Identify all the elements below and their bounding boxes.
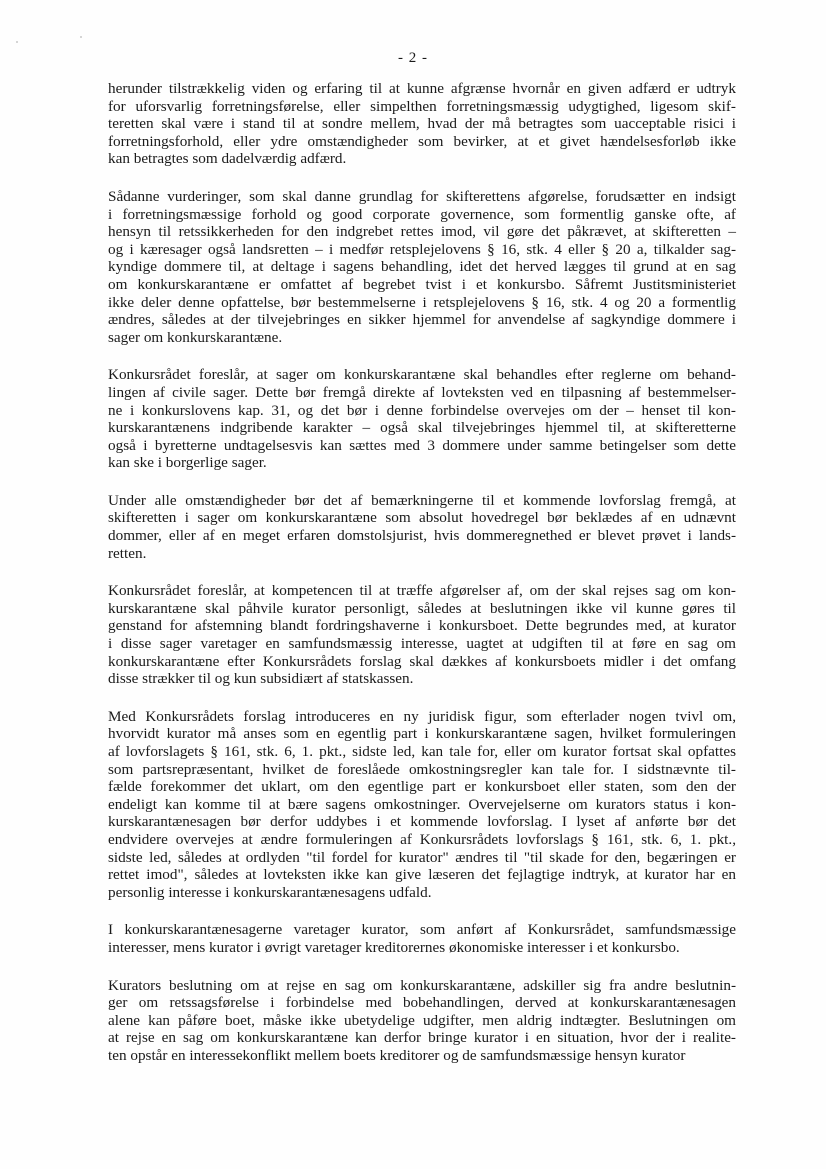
text-line: disse strækker til og kun subsidiært af statskassen. xyxy=(108,670,414,688)
text-line: endeligt kan komme til at bære sagens omkostninger. Overvejelserne om kurators status i kon- xyxy=(108,795,736,813)
paragraph xyxy=(108,366,736,472)
text-line: hensyn til retssikkerheden for den indgrebet rettes imod, vil gøre det påkrævet, at skifteretten – xyxy=(108,223,736,241)
text-line: Konkursrådet foreslår, at kompetencen til at træffe afgørelser af, om der skal rejses sag om kon- xyxy=(108,582,736,600)
paragraph xyxy=(108,492,736,562)
text-line: hvorvidt kurator må anses som en egentlig part i konkurskarantæne sagen, hvilket formuleringen xyxy=(108,725,736,743)
text-line: I konkurskarantænesagerne varetager kurator, som anført af Konkursrådet, samfundsmæssige xyxy=(108,921,736,939)
paragraph xyxy=(108,188,736,346)
text-line: alene kan påføre boet, måske ikke ubetydelige udgifter, men aldrig indtægter. Beslutningen om xyxy=(108,1011,736,1029)
text-line: lingen af civile sager. Dette bør fremgå direkte af lovteksten ved en tilpasning af bestemmelser- xyxy=(108,383,736,401)
text-line: Konkursrådet foreslår, at sager om konkurskarantæne skal behandles efter reglerne om behand- xyxy=(108,366,736,384)
text-line: og i kæresager også landsretten – i medfør retsplejelovens § 16, stk. 4 eller § 20 a, tilkalder sag- xyxy=(108,240,736,258)
text-line: Sådanne vurderinger, som skal danne grundlag for skifterettens afgørelse, forudsætter en indsigt xyxy=(108,187,736,205)
text-line: ten opstår en interessekonflikt mellem boets kreditorer og de samfundsmæssige hensyn kurator xyxy=(108,1046,686,1064)
document-body xyxy=(108,80,736,1085)
text-line: som partsrepræsentant, hvilket de foreslåede omkostningsregler kan tale for. I sidstnævnte til- xyxy=(108,760,736,778)
text-line: ger om retssagsførelse i forbindelse med bobehandlingen, derved at konkurskarantænesagen xyxy=(108,994,736,1012)
text-line: rettet imod", således at lovteksten ikke kan give læseren det fejlagtige indtryk, at kurator har en xyxy=(108,866,736,884)
text-line: i forretningsmæssige forhold og good corporate governence, som formentlig ganske ofte, af xyxy=(108,205,736,223)
scan-speck xyxy=(80,36,82,38)
text-line: kan betragtes som dadelværdig adfærd. xyxy=(108,150,347,168)
scan-speck xyxy=(16,41,18,43)
text-line: sidste led, således at ordlyden "til fordel for kurator" ændres til "til skade for den, begæringen er xyxy=(108,848,736,866)
text-line: dommer, eller af en meget erfaren domstolsjurist, hvis dommeregnethed er blevet prøvet i lands- xyxy=(108,527,736,545)
page-number: - 2 - xyxy=(398,50,428,66)
text-line: ændres, således at der tilvejebringes en sikker hjemmel for anvendelse af sagkyndige dommere i xyxy=(108,311,736,329)
text-line: ikke deler denne opfattelse, bør bestemmelserne i retsplejelovens § 16, stk. 4 og 20 a formentlig xyxy=(108,293,736,311)
text-line: sager om konkurskarantæne. xyxy=(108,328,283,346)
text-line: for uforsvarlig forretningsførelse, eller simpelthen forretningsmæssig udygtighed, ligesom skif- xyxy=(108,97,736,115)
text-line: at rejse en sag om konkurskarantæne kan derfor bringe kurator i en situation, hvor der i realite- xyxy=(108,1029,736,1047)
text-line: Kurators beslutning om at rejse en sag om konkurskarantæne, adskiller sig fra andre beslutnin- xyxy=(108,976,736,994)
text-line: kyndige dommere til, at deltage i sagens behandling, idet det herved lægges til grund at en sag xyxy=(108,258,736,276)
text-line: retten. xyxy=(108,544,147,562)
text-line: kan ske i borgerlige sager. xyxy=(108,454,267,472)
text-line: i disse sager varetager en samfundsmæssig interesse, uagtet at udgiften til at føre en sag om xyxy=(108,635,736,653)
paragraph xyxy=(108,582,736,688)
text-line: også i byretterne undtagelsesvis kan sættes med 3 dommere under samme betingelser som dette xyxy=(108,436,736,454)
text-line: Under alle omstændigheder bør det af bemærkningerne til et kommende lovforslag fremgå, at xyxy=(108,491,736,509)
text-line: herunder tilstrækkelig viden og erfaring til at kunne afgrænse hvornår en given adfærd er udtryk xyxy=(108,80,736,97)
text-line: endvidere overvejes at ændre formuleringen af Konkursrådets lovforslags § 161, stk. 6, 1. pkt., xyxy=(108,830,736,848)
text-line: forretningsforhold, eller ydre omstændigheder som bevirker, at et givet hændelsesforløb ikke xyxy=(108,132,736,150)
text-line: skifteretten i sager om konkurskarantæne som absolut hovedregel bør beklædes af en udnævnt xyxy=(108,509,736,527)
text-line: teretten skal være i stand til at sondre mellem, hvad der må betragtes som uacceptable risici i xyxy=(108,115,736,133)
paragraph xyxy=(108,977,736,1065)
text-line: interesser, mens kurator i øvrigt varetager kreditorernes økonomiske interesser i et konkursbo. xyxy=(108,938,680,956)
text-line: kurskarantænesagen bør derfor uddybes i et kommende lovforslag. I lyset af anførte bør det xyxy=(108,813,736,831)
text-line: Med Konkursrådets forslag introduceres en ny juridisk figur, som efterlader nogen tvivl om, xyxy=(108,707,736,725)
text-line: ne i konkurslovens kap. 31, og det bør i denne forbindelse overvejes om der – henset til kon- xyxy=(108,401,736,419)
text-line: konkurskarantæne efter Konkursrådets forslag skal dækkes af konkursboets midler i det omfang xyxy=(108,652,736,670)
text-line: kurskarantæne skal påhvile kurator personligt, således at beslutningen ikke vil kunne gøres til xyxy=(108,599,736,617)
paragraph xyxy=(108,80,736,168)
text-line: personlig interesse i konkurskarantænesagens udfald. xyxy=(108,883,432,901)
text-line: af lovforslagets § 161, stk. 6, 1. pkt., sidste led, kan tale for, eller om kurator fortsat skal opfattes xyxy=(108,743,736,760)
paragraph xyxy=(108,708,736,902)
text-line: om konkurskarantæne er omfattet af begrebet tvist i et konkursbo. Såfremt Justitsministeriet xyxy=(108,275,736,293)
text-line: kurskarantænens indgribende karakter – også skal tilvejebringes hjemmel til, at skifteretterne xyxy=(108,419,736,437)
text-line: fælde forekommer det uklart, om den egentlige part er konkursboet eller staten, som den der xyxy=(108,778,736,796)
paragraph xyxy=(108,921,736,956)
text-line: genstand for afstemning blandt fordringshaverne i konkursboet. Dette begrundes med, at kurator xyxy=(108,617,736,635)
